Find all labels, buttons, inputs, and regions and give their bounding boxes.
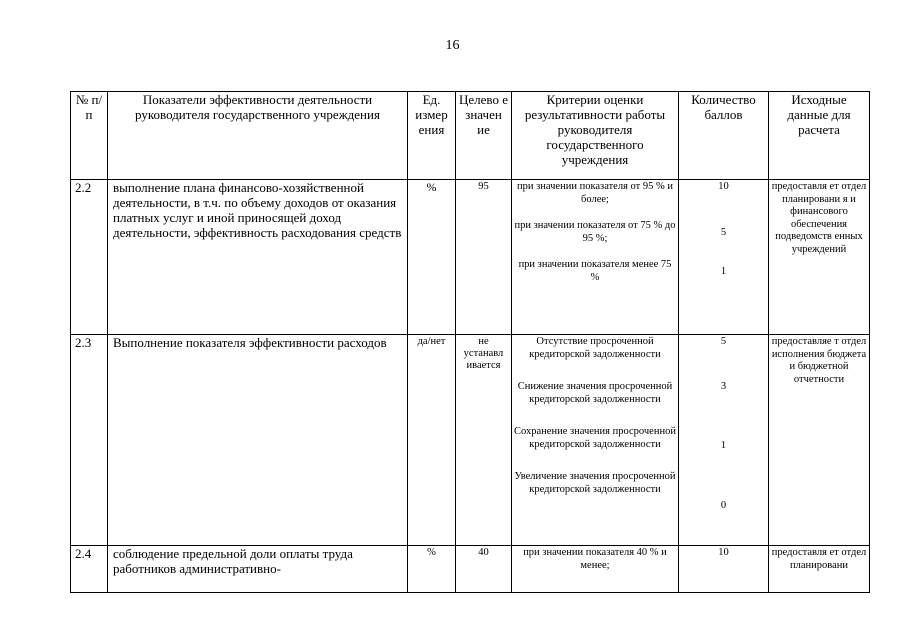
row-points xyxy=(679,335,769,546)
header-source: Исходные данные для расчета xyxy=(769,92,870,180)
points-item: 5 xyxy=(720,226,727,238)
row-target: 95 xyxy=(456,180,512,335)
points-item: 0 xyxy=(720,499,727,511)
row-number: 2.3 xyxy=(71,335,108,546)
row-target: не устанавл ивается xyxy=(456,335,512,546)
row-points xyxy=(679,180,769,335)
table-row xyxy=(71,180,870,335)
row-criteria xyxy=(512,180,679,335)
points-item: 1 xyxy=(720,440,727,451)
header-criteria: Критерии оценки результативности работы руководителя государственного учреждения xyxy=(512,92,679,180)
header-points: Количество баллов xyxy=(679,92,769,180)
criterion-item: Отсутствие просроченной кредиторской задолженности xyxy=(529,336,661,360)
criterion-item: при значении показателя от 95 % и более; xyxy=(517,181,673,205)
header-unit: Ед. измер ения xyxy=(408,92,456,180)
row-criteria xyxy=(512,335,679,546)
header-indicator: Показатели эффективности деятельности руководителя государственного учреждения xyxy=(108,92,408,180)
points-item: 10 xyxy=(718,181,729,192)
criterion-item: Сохранение значения просроченной кредиторской задолженности xyxy=(514,426,676,450)
criterion-item: при значении показателя менее 75 % xyxy=(518,259,672,283)
points-item: 10 xyxy=(718,547,729,558)
row-indicator: выполнение плана финансово-хозяйственной деятельности, в т.ч. по объему доходов от оказания платных услуг и иной приносящей доход деятельности, эффективность расходования средств xyxy=(108,180,408,335)
page-number: 16 xyxy=(445,38,460,53)
header-num: № п/п xyxy=(71,92,108,180)
row-indicator: соблюдение предельной доли оплаты труда работников административно- xyxy=(108,546,408,593)
row-number: 2.2 xyxy=(71,180,108,335)
header-target: Целево е значен ие xyxy=(456,92,512,180)
indicators-table xyxy=(70,91,870,593)
table-row xyxy=(71,335,870,546)
table-row xyxy=(71,546,870,593)
points-item: 3 xyxy=(720,380,727,392)
criterion-item: при значении показателя 40 % и менее; xyxy=(523,547,667,571)
points-item: 5 xyxy=(720,336,727,347)
row-source: предоставля ет отдел планировани xyxy=(769,546,870,593)
row-unit: да/нет xyxy=(408,335,456,546)
points-item: 1 xyxy=(720,266,727,277)
table-header-row xyxy=(71,92,870,180)
criterion-item: Снижение значения просроченной кредиторской задолженности xyxy=(517,381,673,405)
criterion-item: при значении показателя от 75 % до 95 %; xyxy=(514,220,676,244)
row-unit: % xyxy=(408,180,456,335)
row-points xyxy=(679,546,769,593)
row-number: 2.4 xyxy=(71,546,108,593)
row-unit: % xyxy=(408,546,456,593)
row-source: предоставляе т отдел исполнения бюджета и бюджетной отчетности xyxy=(769,335,870,546)
row-criteria xyxy=(512,546,679,593)
criterion-item: Увеличение значения просроченной кредиторской задолженности xyxy=(514,471,676,495)
row-source: предоставля ет отдел планировани я и финансового обеспечения подведомств енных учреждений xyxy=(769,180,870,335)
row-target: 40 xyxy=(456,546,512,593)
row-indicator: Выполнение показателя эффективности расходов xyxy=(108,335,408,546)
